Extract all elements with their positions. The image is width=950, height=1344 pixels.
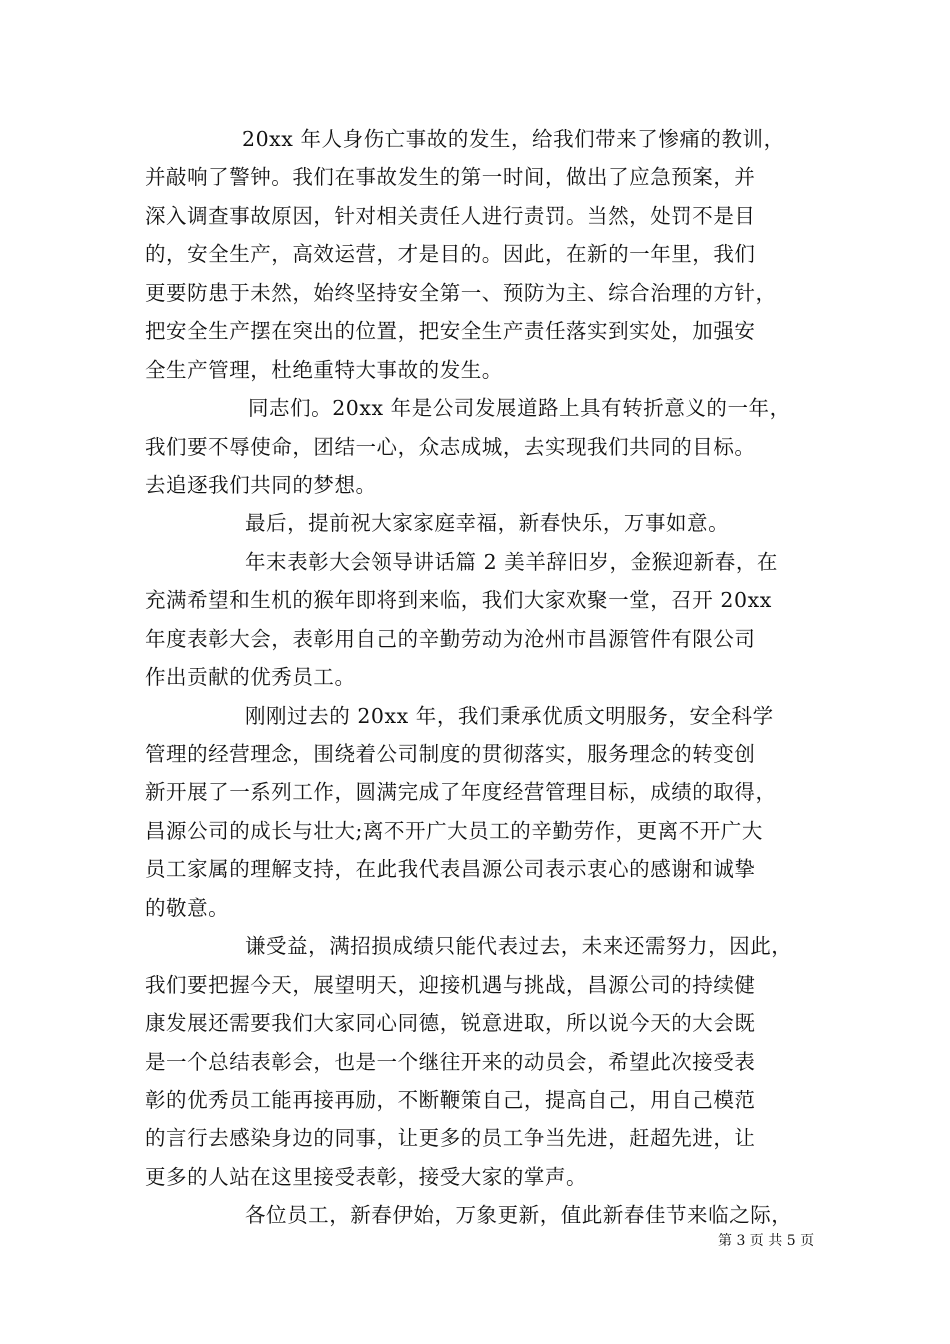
text-line: 各位员工，新春伊始，万象更新，值此新春佳节来临之际，	[245, 1203, 793, 1228]
text-line: 康发展还需要我们大家同心同德，锐意进取，所以说今天的大会既	[145, 1011, 756, 1036]
text-line: 同志们。20xx 年是公司发展道路上具有转折意义的一年，	[248, 396, 791, 421]
text-line: 作出贡献的优秀员工。	[145, 665, 356, 690]
text-line: 去追逐我们共同的梦想。	[145, 472, 377, 497]
text-line: 20xx 年人身伤亡事故的发生，给我们带来了惨痛的教训，	[242, 127, 785, 151]
text-line: 更多的人站在这里接受表彰，接受大家的掌声。	[145, 1164, 588, 1189]
text-line: 昌源公司的成长与壮大;离不开广大员工的辛勤劳作，更离不开广大	[145, 818, 763, 843]
text-line: 我们要把握今天，展望明天，迎接机遇与挑战，昌源公司的持续健	[145, 972, 756, 997]
text-line: 把安全生产摆在突出的位置，把安全生产责任落实到实处，加强安	[145, 319, 756, 344]
text-line: 员工家属的理解支持，在此我代表昌源公司表示衷心的感谢和诚挚	[145, 857, 756, 882]
text-line: 的，安全生产，高效运营，才是目的。因此，在新的一年里，我们	[145, 242, 756, 267]
text-line: 并敲响了警钟。我们在事故发生的第一时间，做出了应急预案，并	[145, 165, 756, 190]
text-line: 充满希望和生机的猴年即将到来临，我们大家欢聚一堂，召开 20xx	[145, 588, 772, 613]
text-line: 的敬意。	[145, 895, 230, 920]
text-line: 谦受益，满招损成绩只能代表过去，未来还需努力，因此，	[245, 934, 793, 959]
text-line: 彰的优秀员工能再接再励，不断鞭策自己，提高自己，用自己模范	[145, 1087, 756, 1112]
text-line: 年度表彰大会，表彰用自己的辛勤劳动为沧州市昌源管件有限公司	[145, 626, 756, 651]
text-line: 我们要不辱使命，团结一心，众志成城，去实现我们共同的目标。	[145, 434, 756, 459]
text-line: 是一个总结表彰会，也是一个继往开来的动员会，希望此次接受表	[145, 1049, 756, 1074]
text-line: 管理的经营理念，围绕着公司制度的贯彻落实，服务理念的转变创	[145, 742, 756, 766]
page-number-footer: 第 3 页 共 5 页	[718, 1233, 815, 1249]
text-line: 最后，提前祝大家家庭幸福，新春快乐，万事如意。	[245, 511, 730, 536]
text-line: 年末表彰大会领导讲话篇 2 美羊辞旧岁，金猴迎新春，在	[245, 549, 778, 574]
text-line: 更要防患于未然，始终坚持安全第一、预防为主、综合治理的方针，	[145, 280, 777, 305]
text-line: 刚刚过去的 20xx 年，我们秉承优质文明服务，安全科学	[245, 703, 774, 728]
text-line: 全生产管理，杜绝重特大事故的发生。	[145, 357, 503, 382]
body-text	[145, 120, 825, 1235]
text-line: 深入调查事故原因，针对相关责任人进行责罚。当然，处罚不是目	[145, 203, 756, 228]
text-line: 新开展了一系列工作，圆满完成了年度经营管理目标，成绩的取得，	[145, 780, 777, 805]
text-line: 的言行去感染身边的同事，让更多的员工争当先进，赶超先进，让	[145, 1126, 756, 1151]
